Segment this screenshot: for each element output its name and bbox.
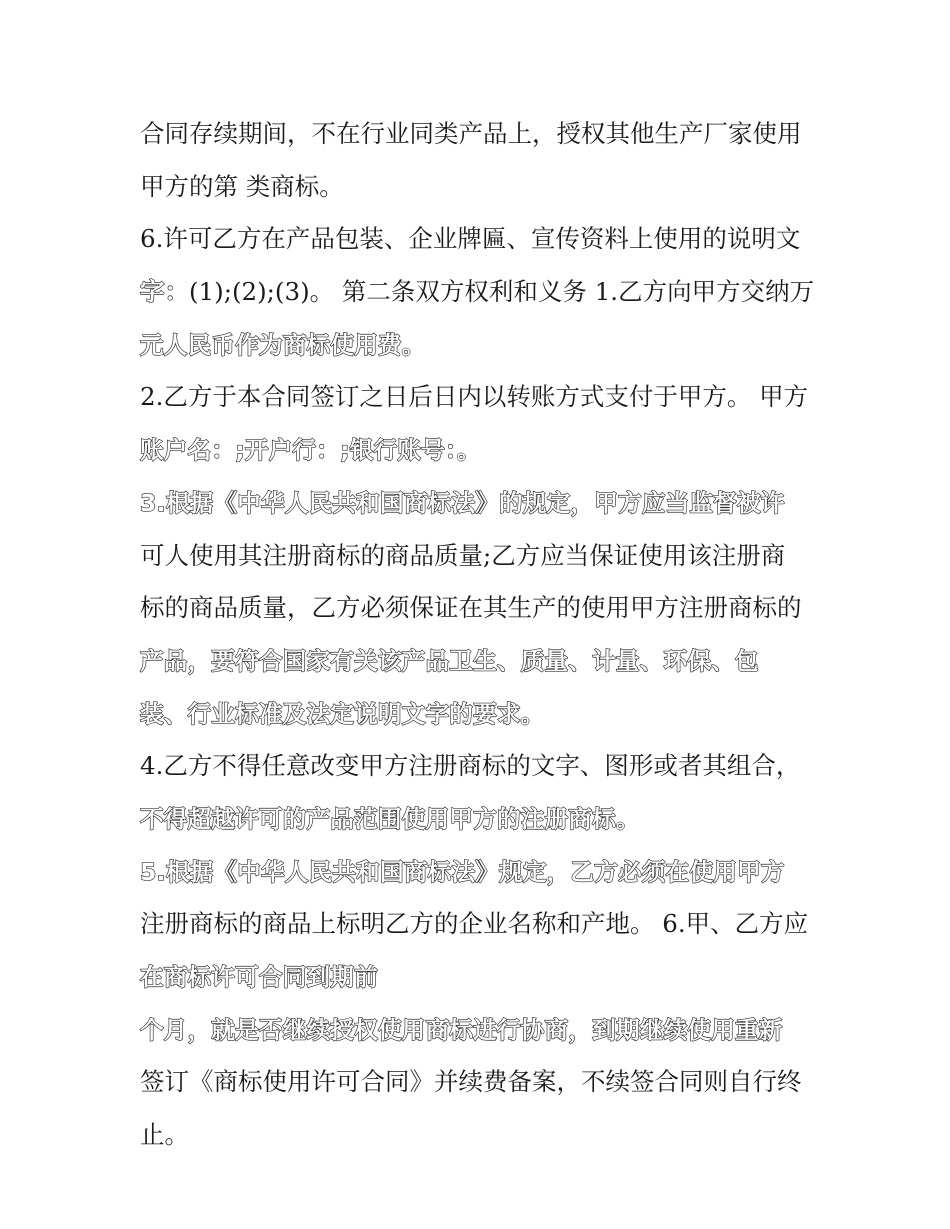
text-line: 甲方的第 类商标。 [140, 171, 344, 201]
text-line: 合同存续期间，不在行业同类产品上，授权其他生产厂家使用 [140, 119, 802, 148]
outline-text-line: 个月，就是否继续授权使用商标进行协商，到期继续使用重新 [140, 1015, 783, 1044]
outline-text-line: 在商标许可合同到期前 [140, 963, 378, 991]
text-line-mixed [140, 266, 820, 319]
text-line: 注册商标的商品上标明乙方的企业名称和产地。 6.甲、乙方应 [140, 909, 809, 939]
outline-text-line: 产品，要符合国家有关该产品卫生、质量、计量、环保、包 [140, 646, 759, 675]
text-rest: (1);(2);(3)。 第二条双方权利和义务 1.乙方向甲方交纳万 [189, 277, 815, 307]
outline-text-line: 不得超越许可的产品范围使用甲方的注册商标。 [140, 804, 640, 833]
text-line: 4.乙方不得任意改变甲方注册商标的文字、图形或者其组合， [140, 751, 801, 781]
outline-text-line: 装、行业标准及法定说明文字的要求。 [140, 699, 545, 728]
contract-text-body [140, 108, 820, 1162]
outline-text-line: 账户名：;开户行：;银行账号：。 [140, 436, 481, 465]
text-line: 签订《商标使用许可合同》并续费备案，不续签合同则自行终 [140, 1067, 802, 1097]
text-line: 标的商品质量，乙方必须保证在其生产的使用甲方注册商标的 [140, 593, 802, 623]
text-line: 止。 [140, 1120, 189, 1150]
outline-text-line: 3.根据《中华人民共和国商标法》的规定，甲方应当监督被许 [140, 488, 785, 517]
text-line: 2.乙方于本合同签订之日后日内以转账方式支付于甲方。 甲方 [140, 382, 809, 412]
text-line: 可人使用其注册商标的商品质量;乙方应当保证使用该注册商 [140, 540, 786, 570]
outline-text-line: 元人民币作为商标使用费。 [140, 330, 426, 359]
text-line: 6.许可乙方在产品包装、企业牌匾、宣传资料上使用的说明文 [140, 224, 801, 254]
outline-text-prefix: 字： [140, 277, 189, 307]
outline-text-line: 5.根据《中华人民共和国商标法》规定，乙方必须在使用甲方 [140, 857, 785, 886]
